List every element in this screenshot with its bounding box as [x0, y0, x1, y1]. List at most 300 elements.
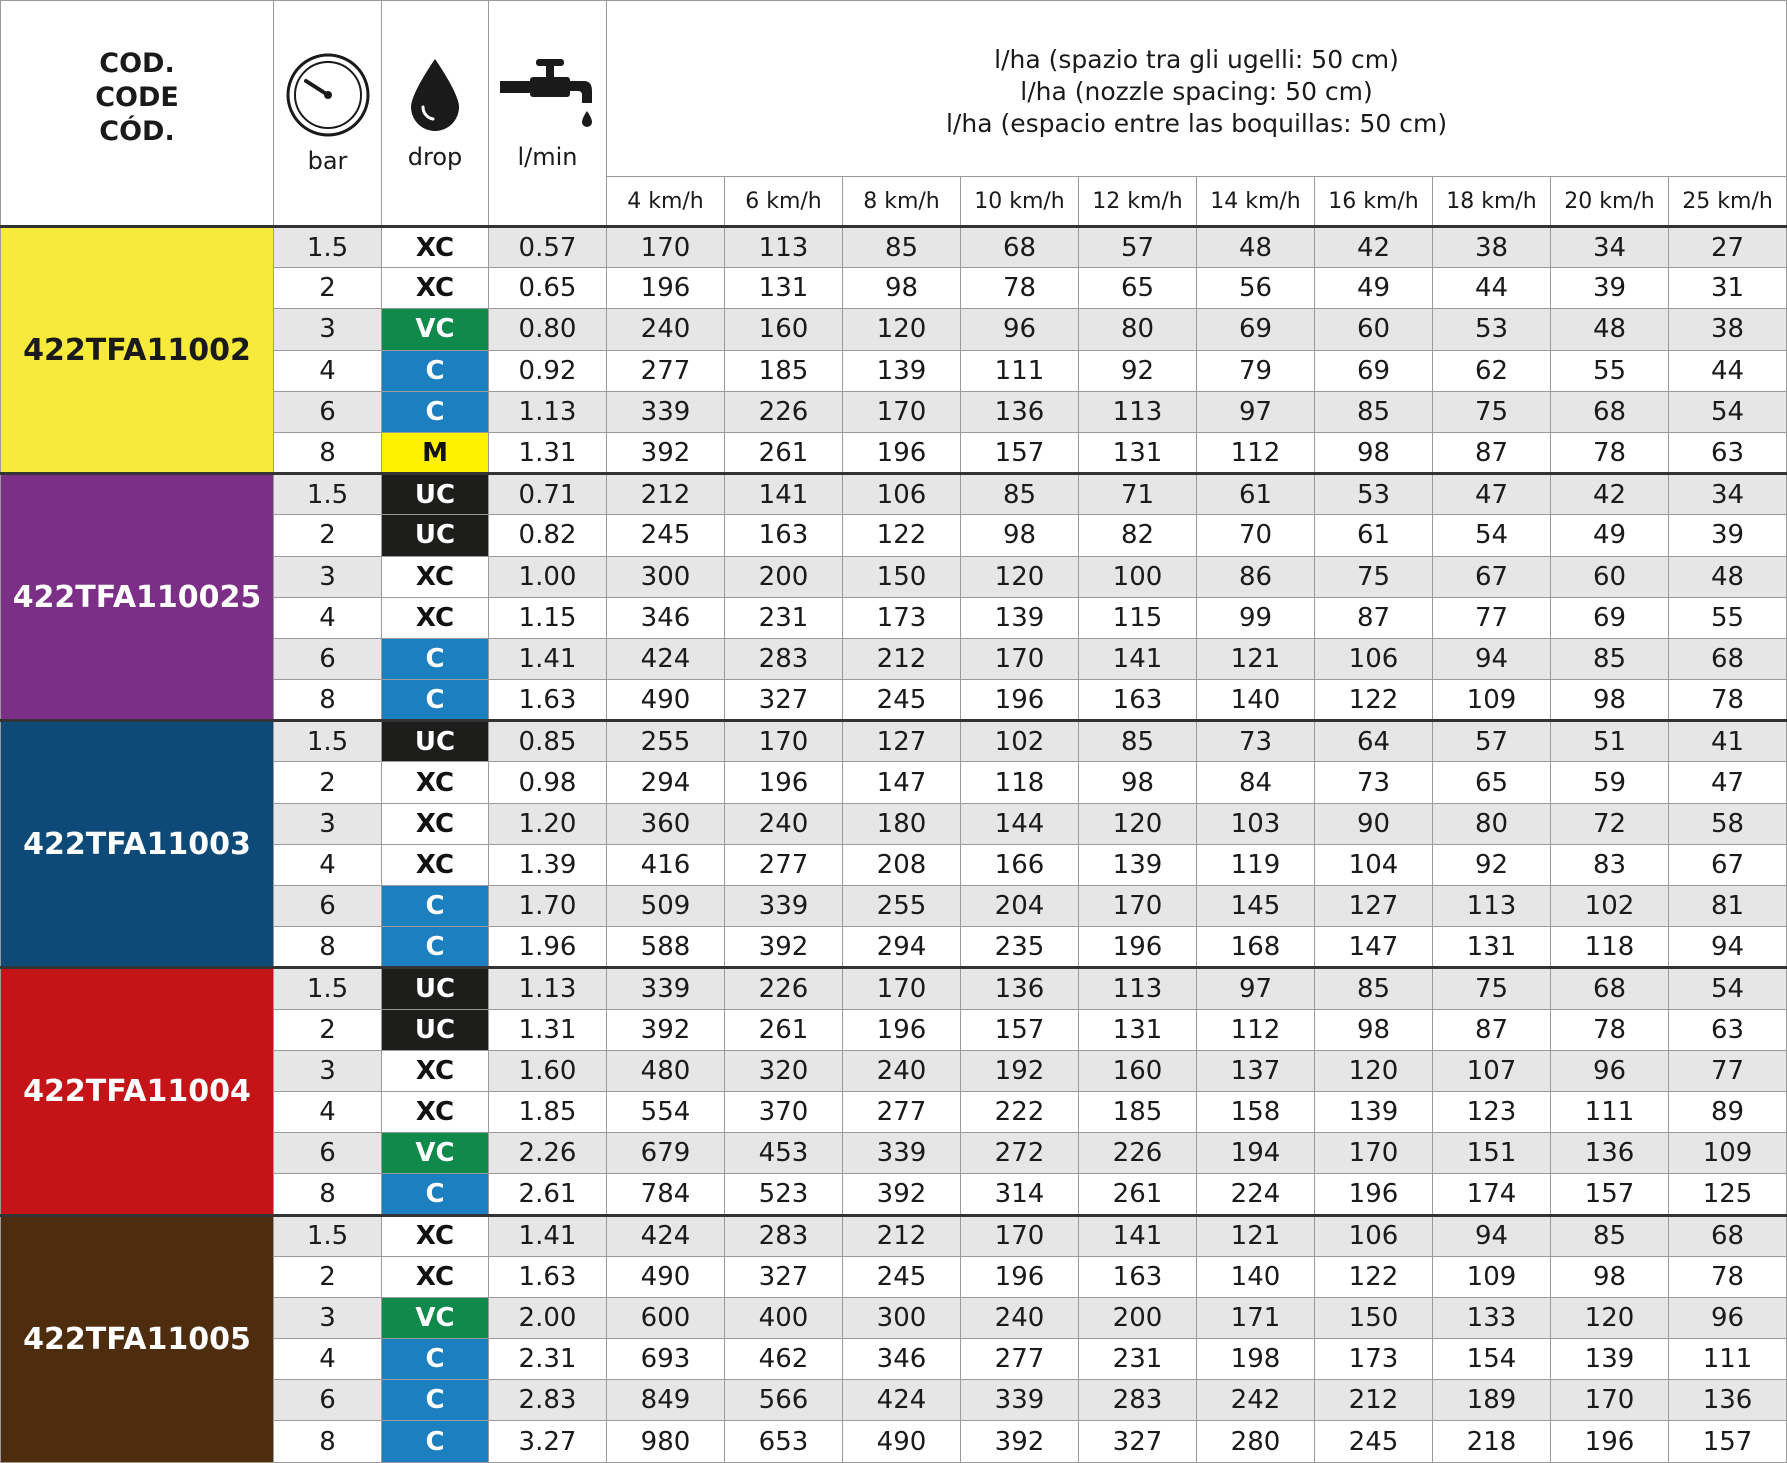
droplet-class-badge: XC	[382, 1050, 489, 1091]
rate-lha-cell: 38	[1433, 227, 1551, 268]
rate-lha-cell: 103	[1197, 803, 1315, 844]
rate-lha-cell: 87	[1433, 1009, 1551, 1050]
table-row	[1, 721, 1787, 762]
rate-lha-cell: 185	[1079, 1091, 1197, 1132]
rate-lha-cell: 226	[1079, 1133, 1197, 1174]
rate-lha-cell: 170	[843, 391, 961, 432]
rate-lha-cell: 68	[1669, 1215, 1787, 1256]
rate-lha-cell: 231	[725, 597, 843, 638]
rate-lha-cell: 47	[1433, 474, 1551, 515]
rate-lha-cell: 300	[607, 556, 725, 597]
rate-lha-cell: 158	[1197, 1091, 1315, 1132]
rate-lha-cell: 163	[1079, 680, 1197, 721]
rate-lha-cell: 294	[843, 927, 961, 968]
rate-lha-cell: 79	[1197, 350, 1315, 391]
droplet-class-badge: XC	[382, 556, 489, 597]
rate-lha-cell: 490	[843, 1421, 961, 1462]
rate-lha-cell: 136	[961, 968, 1079, 1009]
rate-lha-cell: 327	[1079, 1421, 1197, 1462]
rate-lha-cell: 163	[1079, 1256, 1197, 1297]
speed-header: 12 km/h	[1079, 177, 1197, 227]
rate-lha-cell: 27	[1669, 227, 1787, 268]
rate-lha-cell: 127	[843, 721, 961, 762]
rate-lha-cell: 111	[961, 350, 1079, 391]
rate-lha-cell: 89	[1669, 1091, 1787, 1132]
rate-lha-cell: 139	[961, 597, 1079, 638]
rate-lha-cell: 99	[1197, 597, 1315, 638]
rate-lha-cell: 61	[1315, 515, 1433, 556]
flow-lmin-cell: 2.83	[489, 1380, 607, 1421]
rate-lha-cell: 133	[1433, 1297, 1551, 1338]
rate-lha-cell: 75	[1433, 391, 1551, 432]
rate-lha-cell: 212	[843, 1215, 961, 1256]
speed-header: 6 km/h	[725, 177, 843, 227]
lmin-label: l/min	[517, 143, 578, 171]
rate-lha-cell: 94	[1433, 1215, 1551, 1256]
rate-lha-cell: 196	[607, 268, 725, 309]
speed-header: 4 km/h	[607, 177, 725, 227]
pressure-bar-cell: 6	[274, 1380, 382, 1421]
rate-lha-cell: 98	[961, 515, 1079, 556]
rate-lha-cell: 277	[843, 1091, 961, 1132]
rate-lha-cell: 65	[1433, 762, 1551, 803]
droplet-class-badge: XC	[382, 227, 489, 268]
rate-lha-cell: 94	[1433, 638, 1551, 679]
rate-lha-cell: 346	[607, 597, 725, 638]
flow-lmin-cell: 1.70	[489, 886, 607, 927]
rate-lha-cell: 174	[1433, 1174, 1551, 1215]
rate-lha-cell: 261	[725, 432, 843, 473]
droplet-class-badge: XC	[382, 844, 489, 885]
rate-lha-cell: 168	[1197, 927, 1315, 968]
speed-header: 10 km/h	[961, 177, 1079, 227]
rate-lha-cell: 212	[1315, 1380, 1433, 1421]
flow-lmin-cell: 0.71	[489, 474, 607, 515]
rate-lha-cell: 140	[1197, 680, 1315, 721]
bar-header	[274, 1, 382, 227]
rate-lha-cell: 115	[1079, 597, 1197, 638]
drop-header	[382, 1, 489, 227]
rate-lha-cell: 980	[607, 1421, 725, 1462]
rate-lha-cell: 339	[725, 886, 843, 927]
rate-lha-cell: 392	[961, 1421, 1079, 1462]
flow-lmin-cell: 0.85	[489, 721, 607, 762]
rate-lha-cell: 131	[1433, 927, 1551, 968]
rate-lha-cell: 60	[1551, 556, 1669, 597]
rate-lha-cell: 200	[1079, 1297, 1197, 1338]
code-label-es: CÓD.	[99, 116, 175, 147]
pressure-bar-cell: 3	[274, 1050, 382, 1091]
rate-lha-cell: 121	[1197, 1215, 1315, 1256]
rate-lha-cell: 65	[1079, 268, 1197, 309]
rate-lha-cell: 38	[1669, 309, 1787, 350]
rate-lha-cell: 131	[725, 268, 843, 309]
rate-lha-cell: 392	[843, 1174, 961, 1215]
rate-lha-cell: 78	[1551, 1009, 1669, 1050]
droplet-class-badge: C	[382, 391, 489, 432]
pressure-bar-cell: 3	[274, 1297, 382, 1338]
rate-lha-cell: 160	[725, 309, 843, 350]
rate-lha-cell: 136	[1551, 1133, 1669, 1174]
rate-lha-cell: 44	[1433, 268, 1551, 309]
rate-lha-cell: 208	[843, 844, 961, 885]
flow-lmin-cell: 2.26	[489, 1133, 607, 1174]
code-header	[1, 1, 274, 227]
rate-lha-cell: 97	[1197, 968, 1315, 1009]
pressure-bar-cell: 2	[274, 268, 382, 309]
flow-lmin-cell: 0.82	[489, 515, 607, 556]
flow-lmin-cell: 1.41	[489, 1215, 607, 1256]
rate-lha-cell: 283	[725, 1215, 843, 1256]
rate-lha-cell: 39	[1551, 268, 1669, 309]
pressure-bar-cell: 4	[274, 350, 382, 391]
rate-lha-cell: 96	[1669, 1297, 1787, 1338]
rate-lha-cell: 73	[1197, 721, 1315, 762]
rate-lha-cell: 123	[1433, 1091, 1551, 1132]
speed-header: 16 km/h	[1315, 177, 1433, 227]
rate-lha-cell: 392	[607, 1009, 725, 1050]
pressure-bar-cell: 6	[274, 886, 382, 927]
rate-lha-cell: 320	[725, 1050, 843, 1091]
rate-lha-cell: 75	[1315, 556, 1433, 597]
rate-lha-cell: 240	[607, 309, 725, 350]
rate-lha-cell: 86	[1197, 556, 1315, 597]
rate-lha-cell: 122	[1315, 680, 1433, 721]
water-drop-icon	[382, 55, 488, 135]
rate-lha-cell: 96	[961, 309, 1079, 350]
flow-lmin-cell: 1.13	[489, 968, 607, 1009]
rate-lha-cell: 96	[1551, 1050, 1669, 1091]
rate-lha-cell: 131	[1079, 432, 1197, 473]
rate-lha-cell: 154	[1433, 1339, 1551, 1380]
rate-lha-cell: 200	[725, 556, 843, 597]
table-row	[1, 474, 1787, 515]
rate-lha-cell: 170	[843, 968, 961, 1009]
rate-lha-cell: 170	[1315, 1133, 1433, 1174]
rate-lha-cell: 87	[1433, 432, 1551, 473]
rate-lha-cell: 69	[1551, 597, 1669, 638]
nozzle-code: 422TFA11003	[1, 721, 274, 968]
lha-line-it: l/ha (spazio tra gli ugelli: 50 cm)	[994, 44, 1399, 74]
droplet-class-badge: UC	[382, 1009, 489, 1050]
rate-lha-cell: 424	[843, 1380, 961, 1421]
rate-lha-cell: 139	[843, 350, 961, 391]
pressure-bar-cell: 4	[274, 844, 382, 885]
droplet-class-badge: UC	[382, 721, 489, 762]
rate-lha-cell: 102	[1551, 886, 1669, 927]
lmin-header	[489, 1, 607, 227]
rate-lha-cell: 693	[607, 1339, 725, 1380]
rate-lha-cell: 173	[1315, 1339, 1433, 1380]
speed-header: 20 km/h	[1551, 177, 1669, 227]
rate-lha-cell: 157	[961, 432, 1079, 473]
rate-lha-cell: 120	[1315, 1050, 1433, 1091]
pressure-bar-cell: 1.5	[274, 1215, 382, 1256]
rate-lha-cell: 98	[1315, 1009, 1433, 1050]
rate-lha-cell: 49	[1315, 268, 1433, 309]
rate-lha-cell: 255	[607, 721, 725, 762]
rate-lha-cell: 283	[1079, 1380, 1197, 1421]
rate-lha-cell: 62	[1433, 350, 1551, 391]
pressure-bar-cell: 2	[274, 762, 382, 803]
rate-lha-cell: 51	[1551, 721, 1669, 762]
rate-lha-cell: 224	[1197, 1174, 1315, 1215]
rate-lha-cell: 170	[961, 638, 1079, 679]
rate-lha-cell: 118	[1551, 927, 1669, 968]
rate-lha-cell: 196	[961, 680, 1079, 721]
droplet-class-badge: C	[382, 680, 489, 721]
rate-lha-cell: 109	[1433, 680, 1551, 721]
rate-lha-cell: 163	[725, 515, 843, 556]
rate-lha-cell: 107	[1433, 1050, 1551, 1091]
rate-lha-cell: 196	[843, 432, 961, 473]
rate-lha-cell: 136	[961, 391, 1079, 432]
table-row	[1, 968, 1787, 1009]
rate-lha-cell: 85	[961, 474, 1079, 515]
rate-lha-cell: 151	[1433, 1133, 1551, 1174]
rate-lha-cell: 112	[1197, 1009, 1315, 1050]
flow-lmin-cell: 3.27	[489, 1421, 607, 1462]
nozzle-code: 422TFA11004	[1, 968, 274, 1215]
rate-lha-cell: 653	[725, 1421, 843, 1462]
rate-lha-cell: 416	[607, 844, 725, 885]
rate-lha-cell: 261	[725, 1009, 843, 1050]
rate-lha-cell: 68	[1551, 968, 1669, 1009]
rate-lha-cell: 54	[1669, 391, 1787, 432]
rate-lha-cell: 171	[1197, 1297, 1315, 1338]
rate-lha-cell: 314	[961, 1174, 1079, 1215]
rate-lha-cell: 139	[1315, 1091, 1433, 1132]
rate-lha-cell: 141	[725, 474, 843, 515]
rate-lha-cell: 106	[1315, 1215, 1433, 1256]
rate-lha-cell: 122	[1315, 1256, 1433, 1297]
rate-lha-cell: 272	[961, 1133, 1079, 1174]
pressure-bar-cell: 6	[274, 638, 382, 679]
pressure-bar-cell: 8	[274, 1174, 382, 1215]
rate-lha-cell: 81	[1669, 886, 1787, 927]
rate-lha-cell: 68	[1551, 391, 1669, 432]
rate-lha-cell: 490	[607, 1256, 725, 1297]
rate-lha-cell: 77	[1433, 597, 1551, 638]
rate-lha-cell: 47	[1669, 762, 1787, 803]
rate-lha-cell: 71	[1079, 474, 1197, 515]
rate-lha-cell: 106	[843, 474, 961, 515]
rate-lha-cell: 119	[1197, 844, 1315, 885]
droplet-class-badge: UC	[382, 474, 489, 515]
rate-lha-cell: 34	[1551, 227, 1669, 268]
rate-lha-cell: 166	[961, 844, 1079, 885]
rate-lha-cell: 48	[1197, 227, 1315, 268]
rate-lha-cell: 196	[725, 762, 843, 803]
rate-lha-cell: 679	[607, 1133, 725, 1174]
rate-lha-cell: 98	[1315, 432, 1433, 473]
flow-lmin-cell: 0.57	[489, 227, 607, 268]
rate-lha-cell: 490	[607, 680, 725, 721]
rate-lha-cell: 120	[843, 309, 961, 350]
flow-lmin-cell: 1.96	[489, 927, 607, 968]
flow-lmin-cell: 2.61	[489, 1174, 607, 1215]
rate-lha-cell: 67	[1669, 844, 1787, 885]
droplet-class-badge: VC	[382, 1133, 489, 1174]
rate-lha-cell: 55	[1551, 350, 1669, 391]
rate-lha-cell: 370	[725, 1091, 843, 1132]
code-label-it: COD.	[99, 48, 175, 79]
rate-lha-cell: 231	[1079, 1339, 1197, 1380]
rate-lha-cell: 102	[961, 721, 1079, 762]
rate-lha-cell: 49	[1551, 515, 1669, 556]
rate-lha-cell: 63	[1669, 1009, 1787, 1050]
rate-lha-cell: 106	[1315, 638, 1433, 679]
rate-lha-cell: 54	[1433, 515, 1551, 556]
rate-lha-cell: 80	[1433, 803, 1551, 844]
rate-lha-cell: 78	[1551, 432, 1669, 473]
rate-lha-cell: 67	[1433, 556, 1551, 597]
droplet-class-badge: UC	[382, 968, 489, 1009]
rate-lha-cell: 137	[1197, 1050, 1315, 1091]
rate-lha-cell: 245	[607, 515, 725, 556]
rate-lha-cell: 94	[1669, 927, 1787, 968]
rate-lha-cell: 131	[1079, 1009, 1197, 1050]
rate-lha-cell: 400	[725, 1297, 843, 1338]
rate-lha-cell: 92	[1433, 844, 1551, 885]
rate-lha-cell: 41	[1669, 721, 1787, 762]
droplet-class-badge: C	[382, 927, 489, 968]
flow-lmin-cell: 1.39	[489, 844, 607, 885]
rate-lha-cell: 85	[843, 227, 961, 268]
rate-lha-cell: 136	[1669, 1380, 1787, 1421]
flow-lmin-cell: 0.92	[489, 350, 607, 391]
flow-lmin-cell: 1.60	[489, 1050, 607, 1091]
rate-lha-cell: 784	[607, 1174, 725, 1215]
rate-lha-cell: 157	[961, 1009, 1079, 1050]
rate-lha-cell: 192	[961, 1050, 1079, 1091]
rate-lha-cell: 34	[1669, 474, 1787, 515]
rate-lha-cell: 85	[1079, 721, 1197, 762]
pressure-bar-cell: 3	[274, 803, 382, 844]
rate-lha-cell: 121	[1197, 638, 1315, 679]
rate-lha-cell: 280	[1197, 1421, 1315, 1462]
rate-lha-cell: 109	[1669, 1133, 1787, 1174]
rate-lha-cell: 196	[1315, 1174, 1433, 1215]
pressure-bar-cell: 2	[274, 515, 382, 556]
rate-lha-cell: 120	[1551, 1297, 1669, 1338]
rate-lha-cell: 57	[1079, 227, 1197, 268]
rate-lha-cell: 111	[1669, 1339, 1787, 1380]
droplet-class-badge: UC	[382, 515, 489, 556]
rate-lha-cell: 588	[607, 927, 725, 968]
speed-header: 18 km/h	[1433, 177, 1551, 227]
rate-lha-cell: 78	[961, 268, 1079, 309]
rate-lha-cell: 339	[843, 1133, 961, 1174]
rate-lha-cell: 196	[1551, 1421, 1669, 1462]
water-tap-icon	[489, 55, 606, 135]
rate-lha-cell: 235	[961, 927, 1079, 968]
rate-lha-cell: 255	[843, 886, 961, 927]
pressure-bar-cell: 1.5	[274, 968, 382, 1009]
rate-lha-cell: 60	[1315, 309, 1433, 350]
rate-lha-cell: 90	[1315, 803, 1433, 844]
rate-lha-cell: 150	[1315, 1297, 1433, 1338]
pressure-bar-cell: 2	[274, 1256, 382, 1297]
lha-line-es: l/ha (espacio entre las boquillas: 50 cm)	[945, 108, 1448, 138]
rate-lha-cell: 70	[1197, 515, 1315, 556]
droplet-class-badge: VC	[382, 309, 489, 350]
rate-lha-cell: 277	[725, 844, 843, 885]
rate-lha-cell: 554	[607, 1091, 725, 1132]
flow-lmin-cell: 0.80	[489, 309, 607, 350]
rate-lha-cell: 240	[961, 1297, 1079, 1338]
rate-lha-cell: 294	[607, 762, 725, 803]
rate-lha-cell: 222	[961, 1091, 1079, 1132]
rate-lha-cell: 118	[961, 762, 1079, 803]
rate-lha-cell: 226	[725, 968, 843, 1009]
droplet-class-badge: XC	[382, 762, 489, 803]
rate-lha-cell: 140	[1197, 1256, 1315, 1297]
rate-lha-cell: 150	[843, 556, 961, 597]
pressure-bar-cell: 8	[274, 432, 382, 473]
rate-lha-cell: 196	[843, 1009, 961, 1050]
speed-header: 8 km/h	[843, 177, 961, 227]
rate-lha-cell: 170	[607, 227, 725, 268]
droplet-class-badge: XC	[382, 1091, 489, 1132]
rate-lha-cell: 80	[1079, 309, 1197, 350]
rate-lha-cell: 113	[725, 227, 843, 268]
rate-lha-cell: 73	[1315, 762, 1433, 803]
pressure-bar-cell: 6	[274, 391, 382, 432]
rate-lha-cell: 170	[725, 721, 843, 762]
flow-lmin-cell: 0.98	[489, 762, 607, 803]
rate-lha-cell: 339	[607, 391, 725, 432]
droplet-class-badge: XC	[382, 597, 489, 638]
lha-line-en: l/ha (nozzle spacing: 50 cm)	[1020, 76, 1373, 106]
flow-lmin-cell: 1.13	[489, 391, 607, 432]
rate-lha-cell: 57	[1433, 721, 1551, 762]
rate-lha-cell: 59	[1551, 762, 1669, 803]
rate-lha-cell: 277	[607, 350, 725, 391]
rate-lha-cell: 85	[1315, 968, 1433, 1009]
rate-lha-cell: 58	[1669, 803, 1787, 844]
pressure-bar-cell: 2	[274, 1009, 382, 1050]
rate-lha-cell: 104	[1315, 844, 1433, 885]
rate-lha-cell: 68	[961, 227, 1079, 268]
droplet-class-badge: XC	[382, 1256, 489, 1297]
droplet-class-badge: C	[382, 1421, 489, 1462]
rate-lha-cell: 48	[1551, 309, 1669, 350]
rate-lha-cell: 112	[1197, 432, 1315, 473]
rate-lha-cell: 69	[1197, 309, 1315, 350]
rate-lha-cell: 100	[1079, 556, 1197, 597]
rate-lha-cell: 125	[1669, 1174, 1787, 1215]
rate-lha-cell: 157	[1669, 1421, 1787, 1462]
droplet-class-badge: C	[382, 350, 489, 391]
nozzle-code: 422TFA110025	[1, 474, 274, 721]
rate-lha-cell: 849	[607, 1380, 725, 1421]
rate-lha-cell: 212	[843, 638, 961, 679]
rate-lha-cell: 245	[1315, 1421, 1433, 1462]
rate-lha-cell: 509	[607, 886, 725, 927]
rate-lha-cell: 240	[843, 1050, 961, 1091]
rate-lha-cell: 127	[1315, 886, 1433, 927]
rate-lha-cell: 424	[607, 638, 725, 679]
rate-lha-cell: 424	[607, 1215, 725, 1256]
rate-lha-cell: 139	[1551, 1339, 1669, 1380]
rate-lha-cell: 196	[1079, 927, 1197, 968]
droplet-class-badge: XC	[382, 1215, 489, 1256]
rate-lha-cell: 360	[607, 803, 725, 844]
rate-lha-cell: 84	[1197, 762, 1315, 803]
rate-lha-cell: 170	[961, 1215, 1079, 1256]
rate-lha-cell: 180	[843, 803, 961, 844]
